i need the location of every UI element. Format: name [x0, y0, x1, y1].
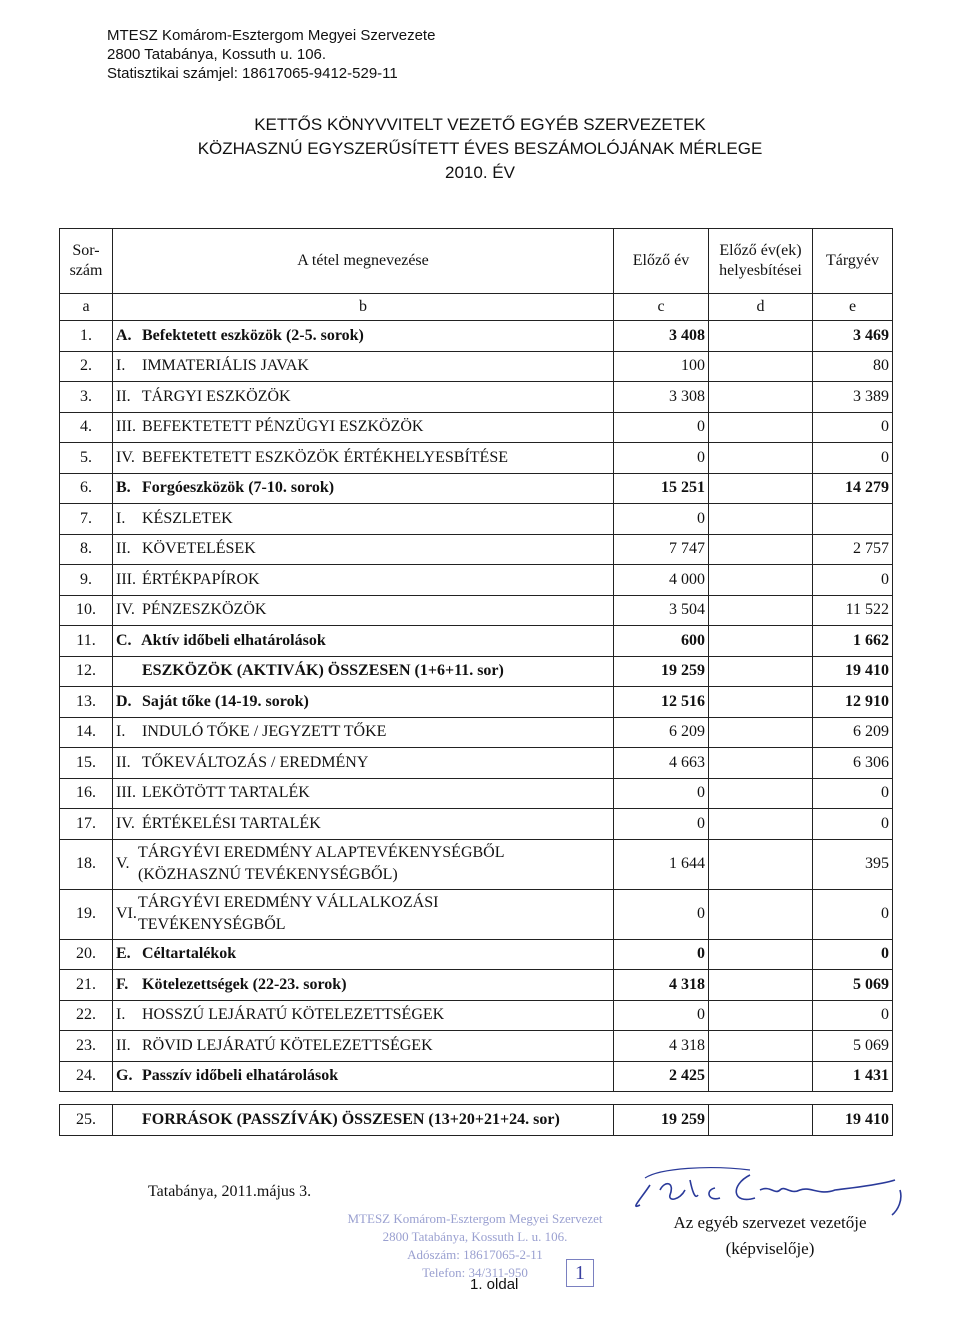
table-row [60, 473, 893, 504]
row-number: 9. [60, 565, 113, 596]
row-item-code: C. [116, 631, 132, 649]
table-row [60, 321, 893, 352]
row-number: 19. [60, 889, 113, 939]
table-row [60, 1031, 893, 1062]
row-item-code: B. [116, 479, 131, 497]
value-current-year: 0 [813, 1000, 893, 1031]
table-row [60, 382, 893, 413]
value-current-year: 19 410 [813, 1105, 893, 1136]
row-item-code: II. [116, 753, 131, 771]
table-row [60, 748, 893, 779]
header-megnevezes: A tétel megnevezése [113, 229, 614, 294]
row-number: 22. [60, 1000, 113, 1031]
table-row [60, 534, 893, 565]
value-corrections [709, 939, 813, 970]
value-previous-year: 6 209 [614, 717, 709, 748]
row-item-label: Céltartalékok [142, 945, 237, 963]
value-previous-year: 4 318 [614, 970, 709, 1001]
letter-d: d [709, 294, 813, 321]
row-item-label: Passzív időbeli elhatárolások [142, 1067, 339, 1085]
table-row [60, 1061, 893, 1092]
value-previous-year: 0 [614, 939, 709, 970]
value-previous-year: 0 [614, 412, 709, 443]
value-previous-year: 3 504 [614, 595, 709, 626]
row-item-name [113, 656, 614, 687]
table-row [60, 443, 893, 474]
row-item-label: ÉRTÉKELÉSI TARTALÉK [142, 814, 321, 832]
row-number: 25. [60, 1105, 113, 1136]
row-item-label: TÁRGYI ESZKÖZÖK [141, 387, 291, 405]
value-previous-year: 4 663 [614, 748, 709, 779]
row-number: 15. [60, 748, 113, 779]
row-number: 17. [60, 809, 113, 840]
value-previous-year: 0 [614, 889, 709, 939]
organization-header [107, 26, 435, 83]
column-letters-row [60, 294, 893, 321]
table-row [60, 595, 893, 626]
value-current-year: 1 431 [813, 1061, 893, 1092]
row-item-label: IMMATERIÁLIS JAVAK [142, 357, 309, 375]
table-row [60, 778, 893, 809]
row-item-name [113, 321, 614, 352]
value-current-year: 12 910 [813, 687, 893, 718]
row-item-name [113, 939, 614, 970]
row-item-code: II. [116, 540, 131, 558]
row-item-label: RÖVID LEJÁRATÚ KÖTELEZETTSÉGEK [142, 1036, 433, 1054]
value-current-year: 6 306 [813, 748, 893, 779]
row-number: 1. [60, 321, 113, 352]
table-row [60, 656, 893, 687]
row-item-label: BEFEKTETETT ESZKÖZÖK ÉRTÉKHELYESBÍTÉSE [142, 448, 508, 466]
value-previous-year: 2 425 [614, 1061, 709, 1092]
row-item-code: G. [116, 1067, 133, 1085]
row-item-label: PÉNZESZKÖZÖK [142, 601, 267, 619]
spacer-cell [709, 1092, 813, 1105]
stamp-address: 2800 Tatabánya, Kossuth L. u. 106. [382, 1229, 568, 1244]
row-item-code: II. [116, 387, 131, 405]
row-number: 6. [60, 473, 113, 504]
row-item-name [113, 1061, 614, 1092]
value-corrections [709, 412, 813, 443]
table-row [60, 626, 893, 657]
row-item-name [113, 351, 614, 382]
row-number: 18. [60, 839, 113, 889]
row-number: 14. [60, 717, 113, 748]
value-current-year: 395 [813, 839, 893, 889]
value-current-year: 0 [813, 778, 893, 809]
value-corrections [709, 351, 813, 382]
row-item-label: Aktív időbeli elhatárolások [141, 631, 326, 649]
row-item-label: ESZKÖZÖK (AKTIVÁK) ÖSSZESEN (1+6+11. sor) [142, 662, 504, 680]
row-item-code: D. [116, 692, 132, 710]
letter-e: e [813, 294, 893, 321]
value-current-year: 5 069 [813, 970, 893, 1001]
row-item-name-line-2: TEVÉKENYSÉGBŐL [138, 916, 286, 933]
table-row [60, 939, 893, 970]
header-sorszam: Sor-szám [60, 229, 113, 294]
row-item-code: III. [116, 418, 136, 436]
table-row [60, 565, 893, 596]
org-name: MTESZ Komárom-Esztergom Megyei Szervezete [107, 27, 436, 44]
value-corrections [709, 889, 813, 939]
value-corrections [709, 1105, 813, 1136]
title-line-2: KÖZHASZNÚ EGYSZERŰSÍTETT ÉVES BESZÁMOLÓJÁNAK MÉRLEGE [197, 139, 763, 158]
row-item-label: HOSSZÚ LEJÁRATÚ KÖTELEZETTSÉGEK [142, 1006, 445, 1024]
row-item-code: IV. [116, 601, 135, 619]
row-item-name-wrap [116, 842, 610, 886]
row-item-name [113, 687, 614, 718]
row-item-label: Forgóeszközök (7-10. sorok) [142, 479, 335, 497]
value-current-year: 0 [813, 889, 893, 939]
signer-line-2: (képviselője) [725, 1239, 815, 1258]
header-targyev: Tárgyév [813, 229, 893, 294]
row-number: 10. [60, 595, 113, 626]
row-item-name [113, 504, 614, 535]
page-number-text: 1. oldal [470, 1276, 519, 1293]
row-item-name [113, 1000, 614, 1031]
row-item-code: VI. [116, 905, 137, 922]
spacer-cell [813, 1092, 893, 1105]
table-row [60, 412, 893, 443]
row-item-label: LEKÖTÖTT TARTALÉK [142, 784, 310, 802]
stamp-tax-number: Adószám: 18617065-2-11 [407, 1247, 543, 1262]
row-item-name [113, 778, 614, 809]
row-item-name [113, 534, 614, 565]
value-corrections [709, 748, 813, 779]
value-previous-year: 4 000 [614, 565, 709, 596]
row-number: 4. [60, 412, 113, 443]
balance-sheet-table [59, 228, 893, 1136]
value-current-year: 0 [813, 565, 893, 596]
value-current-year: 11 522 [813, 595, 893, 626]
row-item-code: I. [116, 1006, 126, 1024]
place-and-date: Tatabánya, 2011.május 3. [148, 1183, 312, 1200]
row-item-name [113, 970, 614, 1001]
row-number: 5. [60, 443, 113, 474]
spacer-row [60, 1092, 893, 1105]
row-item-code: IV. [116, 448, 135, 466]
spacer-cell [60, 1092, 113, 1105]
row-item-name [113, 443, 614, 474]
row-number: 16. [60, 778, 113, 809]
value-current-year: 6 209 [813, 717, 893, 748]
row-item-name [113, 412, 614, 443]
row-number: 12. [60, 656, 113, 687]
org-stat-number: Statisztikai számjel: 18617065-9412-529-11 [107, 65, 398, 82]
row-item-name [113, 1031, 614, 1062]
table-row [60, 889, 893, 939]
row-item-code: V. [116, 855, 130, 872]
table-row [60, 970, 893, 1001]
row-item-name-line-2: (KÖZHASZNÚ TEVÉKENYSÉGBŐL) [138, 866, 398, 883]
stamp-name: MTESZ Komárom-Esztergom Megyei Szervezet [347, 1211, 603, 1226]
header-elozo-ev: Előző év [614, 229, 709, 294]
row-item-name [113, 382, 614, 413]
row-number: 3. [60, 382, 113, 413]
value-current-year: 3 469 [813, 321, 893, 352]
stamp-phone: Telefon: 34/311-950 [422, 1265, 528, 1280]
value-corrections [709, 687, 813, 718]
row-item-code: III. [116, 784, 136, 802]
value-previous-year: 0 [614, 443, 709, 474]
value-current-year: 0 [813, 412, 893, 443]
value-previous-year: 12 516 [614, 687, 709, 718]
spacer-cell [113, 1092, 614, 1105]
row-item-label: Befektetett eszközök (2-5. sorok) [142, 326, 364, 344]
value-previous-year: 19 259 [614, 656, 709, 687]
value-current-year: 3 389 [813, 382, 893, 413]
row-item-label: TŐKEVÁLTOZÁS / EREDMÉNY [141, 753, 369, 771]
row-number: 11. [60, 626, 113, 657]
header-row [60, 229, 893, 294]
value-current-year: 80 [813, 351, 893, 382]
row-item-label: KÖVETELÉSEK [142, 540, 256, 558]
value-corrections [709, 443, 813, 474]
value-corrections [709, 1031, 813, 1062]
value-current-year: 0 [813, 809, 893, 840]
row-item-name [113, 473, 614, 504]
value-corrections [709, 473, 813, 504]
row-item-code: I. [116, 723, 126, 741]
row-number: 7. [60, 504, 113, 535]
signer-line-1: Az egyéb szervezet vezetője [673, 1213, 867, 1232]
value-corrections [709, 717, 813, 748]
row-number: 21. [60, 970, 113, 1001]
value-corrections [709, 565, 813, 596]
row-item-name-wrap [116, 892, 610, 936]
row-item-code: E. [116, 945, 131, 963]
title-line-1: KETTŐS KÖNYVVITELT VEZETŐ EGYÉB SZERVEZETEK [254, 115, 706, 134]
document-title [0, 113, 960, 185]
page-number-box: 1 [566, 1259, 594, 1287]
row-number: 20. [60, 939, 113, 970]
row-item-code: IV. [116, 814, 135, 832]
row-item-label: Saját tőke (14-19. sorok) [142, 692, 309, 710]
letter-a: a [60, 294, 113, 321]
row-item-code: I. [116, 509, 126, 527]
org-address: 2800 Tatabánya, Kossuth u. 106. [107, 46, 327, 63]
value-corrections [709, 595, 813, 626]
row-number: 13. [60, 687, 113, 718]
table-row [60, 1000, 893, 1031]
value-current-year: 19 410 [813, 656, 893, 687]
value-previous-year: 7 747 [614, 534, 709, 565]
value-corrections [709, 626, 813, 657]
value-corrections [709, 970, 813, 1001]
table-row [60, 839, 893, 889]
title-year: 2010. ÉV [445, 163, 515, 182]
row-item-name [113, 626, 614, 657]
row-number: 8. [60, 534, 113, 565]
row-item-name [113, 595, 614, 626]
row-item-code: A. [116, 326, 132, 344]
row-item-label: FORRÁSOK (PASSZÍVÁK) ÖSSZESEN (13+20+21+24. sor) [142, 1110, 560, 1128]
row-item-name [113, 889, 614, 939]
row-item-label: ÉRTÉKPAPÍROK [142, 570, 260, 588]
value-previous-year: 1 644 [614, 839, 709, 889]
value-previous-year: 0 [614, 1000, 709, 1031]
row-item-label: INDULÓ TŐKE / JEGYZETT TŐKE [142, 723, 387, 741]
row-item-label: KÉSZLETEK [142, 509, 233, 527]
value-current-year: 0 [813, 939, 893, 970]
row-item-name [113, 717, 614, 748]
row-item-lines [138, 892, 438, 936]
row-item-name [113, 565, 614, 596]
value-corrections [709, 382, 813, 413]
signer-caption [650, 1210, 890, 1262]
value-current-year [813, 504, 893, 535]
value-corrections [709, 534, 813, 565]
row-item-code: F. [116, 975, 129, 993]
table-row [60, 351, 893, 382]
row-item-name [113, 748, 614, 779]
value-corrections [709, 504, 813, 535]
value-previous-year: 600 [614, 626, 709, 657]
value-previous-year: 0 [614, 809, 709, 840]
value-previous-year: 3 308 [614, 382, 709, 413]
value-previous-year: 3 408 [614, 321, 709, 352]
value-previous-year: 100 [614, 351, 709, 382]
spacer-cell [614, 1092, 709, 1105]
row-item-label: BEFEKTETETT PÉNZÜGYI ESZKÖZÖK [142, 418, 424, 436]
value-corrections [709, 778, 813, 809]
value-corrections [709, 809, 813, 840]
value-current-year: 1 662 [813, 626, 893, 657]
row-item-name [113, 839, 614, 889]
row-item-label: Kötelezettségek (22-23. sorok) [142, 975, 347, 993]
value-corrections [709, 656, 813, 687]
row-item-code: III. [116, 570, 136, 588]
value-current-year: 14 279 [813, 473, 893, 504]
letter-c: c [614, 294, 709, 321]
table-row [60, 504, 893, 535]
row-number: 23. [60, 1031, 113, 1062]
table-row [60, 1105, 893, 1136]
value-previous-year: 0 [614, 778, 709, 809]
row-item-name [113, 809, 614, 840]
value-current-year: 2 757 [813, 534, 893, 565]
row-item-code: II. [116, 1036, 131, 1054]
value-corrections [709, 839, 813, 889]
row-item-lines [138, 842, 505, 886]
row-item-name-line-1: TÁRGYÉVI EREDMÉNY VÁLLALKOZÁSI [138, 894, 439, 911]
table-row [60, 809, 893, 840]
row-item-name-line-1: TÁRGYÉVI EREDMÉNY ALAPTEVÉKENYSÉGBŐL [138, 844, 505, 861]
value-current-year: 0 [813, 443, 893, 474]
row-item-code: I. [116, 357, 126, 375]
value-previous-year: 0 [614, 504, 709, 535]
value-corrections [709, 1000, 813, 1031]
value-corrections [709, 321, 813, 352]
row-number: 2. [60, 351, 113, 382]
value-previous-year: 19 259 [614, 1105, 709, 1136]
letter-b: b [113, 294, 614, 321]
row-item-name [113, 1105, 614, 1136]
table-row [60, 687, 893, 718]
header-helyesbitesei: Előző év(ek) helyesbítései [709, 229, 813, 294]
value-current-year: 5 069 [813, 1031, 893, 1062]
table-row [60, 717, 893, 748]
value-previous-year: 4 318 [614, 1031, 709, 1062]
row-number: 24. [60, 1061, 113, 1092]
value-corrections [709, 1061, 813, 1092]
value-previous-year: 15 251 [614, 473, 709, 504]
